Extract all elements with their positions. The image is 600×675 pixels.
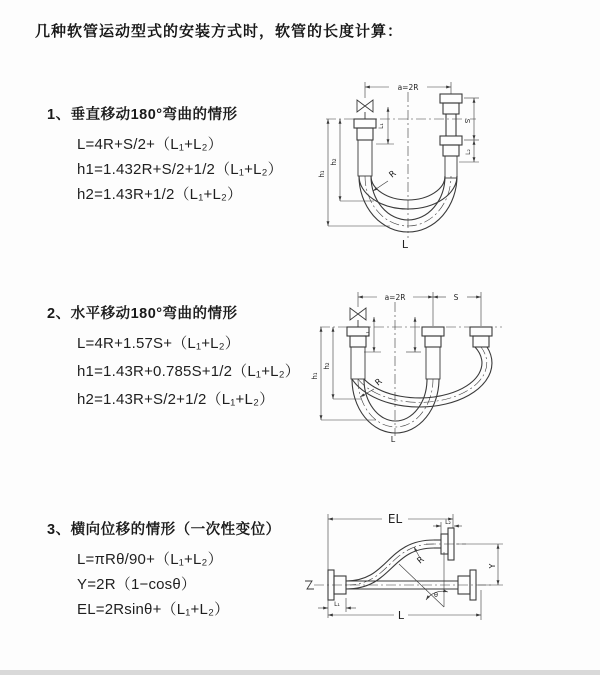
svg-text:R: R (373, 376, 385, 389)
valve-icon (357, 100, 373, 119)
pipe-break-icon (305, 581, 314, 589)
svg-text:a=2R: a=2R (397, 83, 419, 92)
braided-hose (351, 347, 365, 379)
svg-text:h₂: h₂ (330, 158, 338, 166)
section-2-heading: 2、水平移动180°弯曲的情形 (47, 306, 238, 322)
length-label: L (390, 435, 396, 444)
length-label: L (401, 238, 409, 251)
svg-text:L₁: L₁ (378, 123, 385, 129)
section-lateral-displacement (47, 518, 281, 627)
dimension-length (328, 590, 481, 622)
formula-line: Y=2R（1−cosθ） (77, 576, 197, 593)
dimension-fitting (406, 317, 421, 352)
middle-pipe-fitting (422, 327, 444, 379)
formula-line: EL=2Rsinθ+（L₁+L₂） (77, 601, 230, 618)
dimension-l1 (376, 107, 394, 144)
braided-hose (445, 156, 457, 178)
s-curve-hose (346, 540, 441, 589)
diagram-vertical-180-bend (306, 74, 596, 256)
svg-text:L₂: L₂ (445, 519, 451, 526)
section-1-heading: 1、垂直移动180°弯曲的情形 (47, 107, 238, 123)
svg-text:θ: θ (434, 591, 438, 599)
svg-text:h₂: h₂ (323, 362, 331, 370)
svg-text:EL: EL (387, 512, 403, 526)
diagram-lateral-displacement (296, 500, 596, 642)
formula-line: L=πRθ/90+（L₁+L₂） (77, 551, 223, 568)
dimension-el (328, 512, 453, 618)
formula-line: h1=1.43R+0.785S+1/2（L₁+L₂） (77, 363, 300, 380)
formula-line: L=4R+1.57S+（L₁+L₂） (77, 335, 240, 352)
svg-text:R: R (415, 554, 427, 567)
formula-line: h2=1.43R+S/2+1/2（L₁+L₂） (77, 391, 275, 408)
radius-label (373, 169, 399, 191)
dimension-span (358, 292, 481, 326)
svg-text:Y: Y (488, 563, 497, 569)
formula-line: L=4R+S/2+（L₁+L₂） (77, 136, 223, 153)
svg-text:a=2R: a=2R (384, 293, 406, 302)
dimension-h2 (323, 327, 361, 399)
dimension-l1 (318, 598, 356, 612)
left-pipe-fitting (354, 119, 376, 176)
formula-line: h1=1.432R+S/2+1/2（L₁+L₂） (77, 161, 283, 178)
svg-text:L₁: L₁ (334, 601, 340, 608)
svg-text:L₂: L₂ (465, 149, 472, 155)
dimension-h2 (330, 119, 374, 201)
section-horizontal-movement (47, 302, 300, 420)
svg-text:S: S (453, 293, 459, 302)
svg-text:h₁: h₁ (311, 372, 319, 380)
svg-text:h₁: h₁ (318, 170, 326, 178)
formula-line: h2=1.43R+1/2（L₁+L₂） (77, 186, 243, 203)
scan-edge-artifact (0, 670, 600, 675)
svg-text:R: R (387, 168, 399, 181)
diagram-horizontal-180-bend (306, 284, 596, 452)
svg-text:L: L (397, 609, 405, 622)
straight-hose (314, 581, 491, 589)
svg-text:S: S (464, 118, 472, 124)
dimension-stroke-s (459, 98, 479, 162)
braided-hose (358, 140, 372, 176)
right-pipe-fittings (440, 94, 462, 178)
right-pipe-fitting (470, 327, 492, 347)
valve-icon (350, 308, 366, 327)
section-vertical-movement (47, 103, 283, 212)
dimension-y (456, 544, 503, 585)
braided-hose (426, 347, 440, 379)
svg-text:L₁: L₁ (364, 331, 371, 337)
page-title: 几种软管运动型式的安装方式时，软管的长度计算： (35, 23, 404, 40)
section-3-heading: 3、横向位移的情形（一次性变位） (47, 522, 281, 538)
dimension-h1 (318, 119, 390, 226)
